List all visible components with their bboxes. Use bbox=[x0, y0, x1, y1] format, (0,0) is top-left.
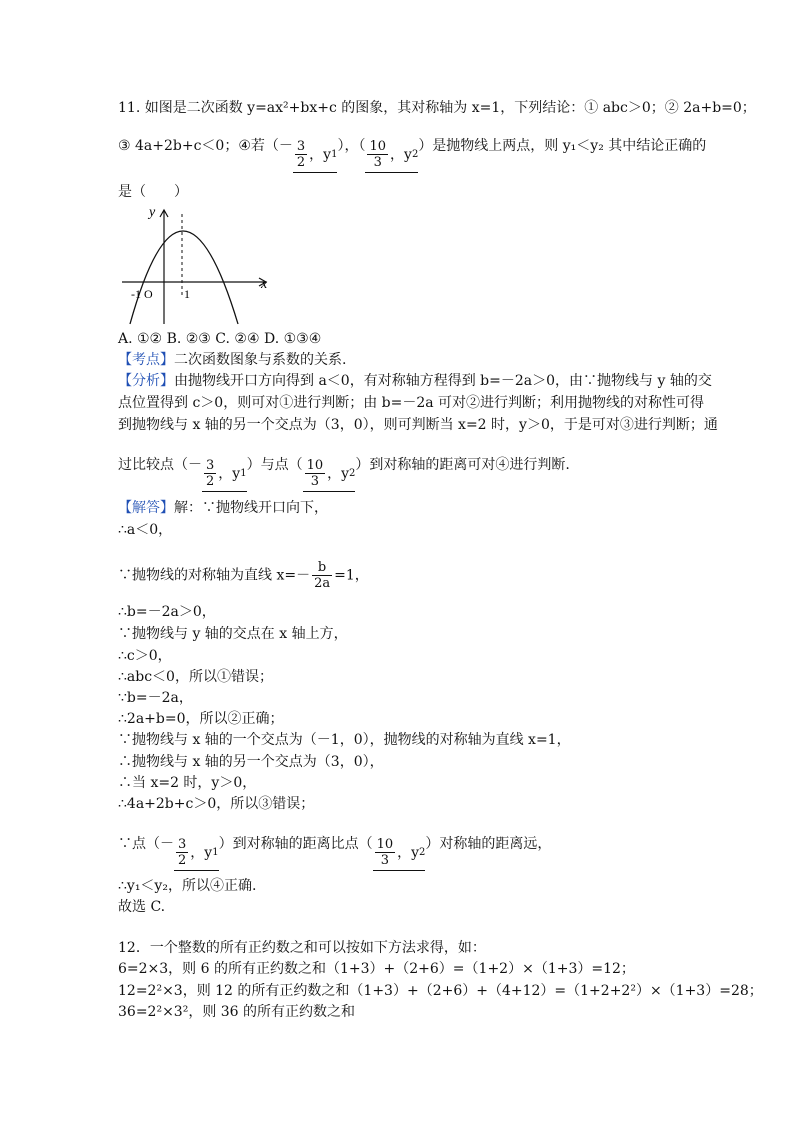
tick-minus1-origin: -1 O bbox=[131, 287, 153, 301]
fraction-10-3: $\frac{10}{3}$ bbox=[306, 458, 324, 489]
fenxi-line4: 过比较点（－ $\frac{3}{2}$ ，y 1 ）与点（ $\frac{10}{3}$ ，y 2 ）到对称轴的距离可对④进行判断. bbox=[118, 455, 570, 492]
y-axis-label: y bbox=[149, 205, 156, 220]
q11-stem-line2: ③ 4a+2b+c＜0；④若（－ $\frac{3}{2}$ ，y 1 ），（ $\frac{10}{3}$ ，y 2 ）是抛物线上两点，则 y₁＜y₂ 其中结论正确的 bbox=[118, 136, 706, 173]
fraction-10-3: $\frac{10}{3}$ bbox=[376, 837, 394, 868]
point-1: $\frac{3}{2}$ ，y 1 bbox=[293, 139, 338, 173]
jieda-line10: ∵抛物线与 x 轴的一个交点为（－1，0），抛物线的对称轴为直线 x=1， bbox=[118, 732, 571, 748]
point-2: $\frac{10}{3}$ ，y 2 bbox=[373, 837, 426, 871]
jieda-line8: ∵b=－2a， bbox=[118, 690, 193, 706]
jieda-tag: 【解答】 bbox=[118, 500, 174, 516]
jieda-line12: ∴当 x=2 时，y＞0， bbox=[118, 775, 257, 791]
point-2: $\frac{10}{3}$ ，y 2 bbox=[303, 458, 356, 492]
tick-1: 1 bbox=[184, 287, 190, 301]
kaodian-tag: 【考点】 bbox=[118, 352, 174, 368]
q12-line3: 12=2²×3，则 12 的所有正约数之和（1+3）+（2+6）+（4+12）=（1+2+2²）×（1+3）=28； bbox=[118, 983, 763, 999]
parabola-graph bbox=[118, 200, 278, 330]
q11-stem-line1: 11. 如图是二次函数 y=ax²+bx+c 的图象，其对称轴为 x=1，下列结论：① abc＞0；② 2a+b=0； bbox=[118, 100, 756, 116]
q11-stem-line3: 是（ ） bbox=[118, 184, 188, 200]
fenxi-line2: 点位置得到 c＞0，则可对①进行判断；由 b=－2a 可对②进行判断；利用抛物线的对称性可得 bbox=[118, 395, 705, 411]
jieda-line7: ∴abc＜0，所以①错误； bbox=[118, 669, 273, 685]
point-1: $\frac{3}{2}$ ，y 1 bbox=[174, 837, 219, 871]
parabola-curve bbox=[130, 231, 238, 324]
jieda-line5: ∵抛物线与 y 轴的交点在 x 轴上方， bbox=[118, 626, 348, 642]
x-axis-label: x bbox=[261, 277, 268, 292]
fraction-b-2a: $\frac{b}{2a}$ bbox=[314, 560, 331, 591]
fraction-3-2: $\frac{3}{2}$ bbox=[178, 837, 187, 868]
jieda-line9: ∴2a+b=0，所以②正确； bbox=[118, 711, 284, 727]
fraction-10-3: $\frac{10}{3}$ bbox=[369, 139, 387, 170]
point-1: $\frac{3}{2}$ ，y 1 bbox=[202, 458, 247, 492]
jieda-line3: ∵抛物线的对称轴为直线 x=－ $\frac{b}{2a}$ =1， bbox=[118, 560, 369, 591]
q12-line4: 36=2²×3²，则 36 的所有正约数之和 bbox=[118, 1004, 356, 1020]
point-2: $\frac{10}{3}$ ，y 2 bbox=[365, 139, 418, 173]
jieda-line4: ∴b=－2a＞0， bbox=[118, 604, 216, 620]
jieda-line6: ∴c＞0， bbox=[118, 648, 172, 664]
jieda-line1: 【解答】解：∵抛物线开口向下， bbox=[118, 500, 328, 516]
jieda-line2: ∴a＜0， bbox=[118, 522, 173, 538]
kaodian-line: 【考点】二次函数图象与系数的关系. bbox=[118, 352, 347, 368]
jieda-line16: 故选 C. bbox=[118, 899, 166, 915]
fraction-3-2: $\frac{3}{2}$ bbox=[206, 458, 215, 489]
fenxi-tag: 【分析】 bbox=[118, 373, 174, 389]
jieda-line11: ∴抛物线与 x 轴的另一个交点为（3，0）， bbox=[118, 754, 384, 770]
jieda-line15: ∴y₁＜y₂，所以④正确. bbox=[118, 878, 257, 894]
fraction-3-2: $\frac{3}{2}$ bbox=[296, 139, 306, 170]
fenxi-line1: 【分析】由抛物线开口方向得到 a＜0，有对称轴方程得到 b=－2a＞0，由∵抛物线与 y 轴的交 bbox=[118, 373, 712, 389]
fenxi-line3: 到抛物线与 x 轴的另一个交点为（3，0），则可判断当 x=2 时，y＞0，于是可对③进行判断；通 bbox=[118, 417, 718, 433]
q12-line2: 6=2×3，则 6 的所有正约数之和（1+3）+（2+6）=（1+2）×（1+3）=12； bbox=[118, 961, 635, 977]
q11-options: A. ①② B. ②③ C. ②④ D. ①③④ bbox=[118, 331, 322, 347]
jieda-line13: ∴4a+2b+c＞0，所以③错误； bbox=[118, 796, 315, 812]
q12-line1: 12．一个整数的所有正约数之和可以按如下方法求得，如： bbox=[118, 940, 486, 956]
jieda-line14: ∵点（－ $\frac{3}{2}$ ，y 1 ）到对称轴的距离比点（ $\frac{10}{3}$ ，y 2 ）对称轴的距离远， bbox=[118, 834, 551, 871]
